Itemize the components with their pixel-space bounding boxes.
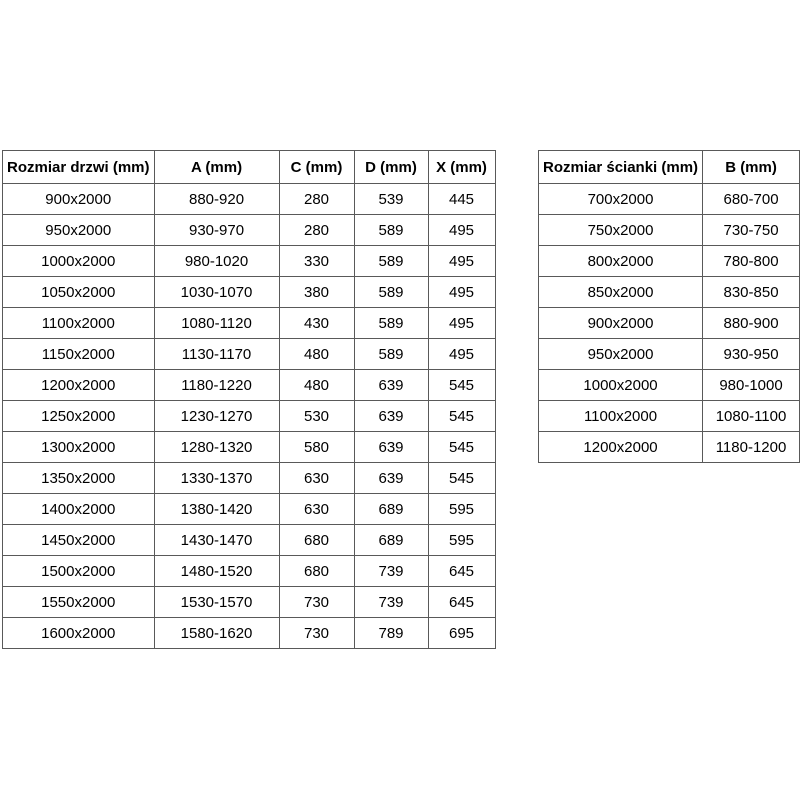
header-cell: B (mm) xyxy=(703,151,800,184)
data-cell: 1150x2000 xyxy=(3,339,155,370)
data-cell: 480 xyxy=(279,370,354,401)
data-cell: 1030-1070 xyxy=(154,277,279,308)
data-cell: 380 xyxy=(279,277,354,308)
table-row xyxy=(3,587,496,618)
data-cell: 1080-1120 xyxy=(154,308,279,339)
data-cell: 1000x2000 xyxy=(539,370,703,401)
data-cell: 330 xyxy=(279,246,354,277)
data-cell: 830-850 xyxy=(703,277,800,308)
data-cell: 645 xyxy=(428,587,495,618)
data-cell: 1100x2000 xyxy=(3,308,155,339)
data-cell: 580 xyxy=(279,432,354,463)
table-row xyxy=(3,184,496,215)
data-cell: 750x2000 xyxy=(539,215,703,246)
data-cell: 850x2000 xyxy=(539,277,703,308)
data-cell: 545 xyxy=(428,401,495,432)
data-cell: 680 xyxy=(279,525,354,556)
table-row xyxy=(3,401,496,432)
table-row xyxy=(3,277,496,308)
data-cell: 980-1020 xyxy=(154,246,279,277)
data-cell: 1130-1170 xyxy=(154,339,279,370)
data-cell: 689 xyxy=(354,525,428,556)
data-cell: 639 xyxy=(354,432,428,463)
table-row xyxy=(3,339,496,370)
data-cell: 589 xyxy=(354,246,428,277)
data-cell: 730 xyxy=(279,587,354,618)
data-cell: 1600x2000 xyxy=(3,618,155,649)
data-cell: 430 xyxy=(279,308,354,339)
header-cell: X (mm) xyxy=(428,151,495,184)
data-cell: 950x2000 xyxy=(539,339,703,370)
data-cell: 680 xyxy=(279,556,354,587)
data-cell: 595 xyxy=(428,494,495,525)
table-row xyxy=(539,277,800,308)
data-cell: 530 xyxy=(279,401,354,432)
table-row xyxy=(3,215,496,246)
table-row xyxy=(3,525,496,556)
data-cell: 1550x2000 xyxy=(3,587,155,618)
data-cell: 495 xyxy=(428,215,495,246)
table-row xyxy=(3,494,496,525)
data-cell: 1230-1270 xyxy=(154,401,279,432)
data-cell: 1330-1370 xyxy=(154,463,279,494)
table-row xyxy=(539,339,800,370)
data-cell: 1080-1100 xyxy=(703,401,800,432)
data-cell: 539 xyxy=(354,184,428,215)
data-cell: 639 xyxy=(354,370,428,401)
data-cell: 880-920 xyxy=(154,184,279,215)
data-cell: 1450x2000 xyxy=(3,525,155,556)
data-cell: 739 xyxy=(354,556,428,587)
data-cell: 545 xyxy=(428,432,495,463)
table-header-row xyxy=(539,151,800,184)
data-cell: 495 xyxy=(428,308,495,339)
data-cell: 1280-1320 xyxy=(154,432,279,463)
data-cell: 1100x2000 xyxy=(539,401,703,432)
table-row xyxy=(3,463,496,494)
data-cell: 700x2000 xyxy=(539,184,703,215)
table-row xyxy=(539,246,800,277)
table-row xyxy=(539,308,800,339)
data-cell: 1180-1200 xyxy=(703,432,800,463)
data-cell: 689 xyxy=(354,494,428,525)
data-cell: 789 xyxy=(354,618,428,649)
data-cell: 1180-1220 xyxy=(154,370,279,401)
data-cell: 645 xyxy=(428,556,495,587)
data-cell: 280 xyxy=(279,215,354,246)
table-row xyxy=(3,308,496,339)
data-cell: 280 xyxy=(279,184,354,215)
data-cell: 900x2000 xyxy=(3,184,155,215)
header-cell: C (mm) xyxy=(279,151,354,184)
table-row xyxy=(539,370,800,401)
table-row xyxy=(3,556,496,587)
data-cell: 730-750 xyxy=(703,215,800,246)
data-cell: 800x2000 xyxy=(539,246,703,277)
header-cell: A (mm) xyxy=(154,151,279,184)
data-cell: 1350x2000 xyxy=(3,463,155,494)
data-cell: 950x2000 xyxy=(3,215,155,246)
data-cell: 589 xyxy=(354,339,428,370)
data-cell: 930-970 xyxy=(154,215,279,246)
table-row xyxy=(3,618,496,649)
data-cell: 1400x2000 xyxy=(3,494,155,525)
data-cell: 730 xyxy=(279,618,354,649)
table-header-row xyxy=(3,151,496,184)
data-cell: 480 xyxy=(279,339,354,370)
data-cell: 445 xyxy=(428,184,495,215)
table-row xyxy=(3,370,496,401)
table-row xyxy=(539,184,800,215)
data-cell: 680-700 xyxy=(703,184,800,215)
data-cell: 780-800 xyxy=(703,246,800,277)
data-cell: 900x2000 xyxy=(539,308,703,339)
data-cell: 589 xyxy=(354,277,428,308)
data-cell: 880-900 xyxy=(703,308,800,339)
data-cell: 639 xyxy=(354,401,428,432)
data-cell: 495 xyxy=(428,246,495,277)
data-cell: 1430-1470 xyxy=(154,525,279,556)
data-cell: 1580-1620 xyxy=(154,618,279,649)
data-cell: 1000x2000 xyxy=(3,246,155,277)
table-row xyxy=(3,432,496,463)
header-cell: D (mm) xyxy=(354,151,428,184)
data-cell: 1530-1570 xyxy=(154,587,279,618)
data-cell: 589 xyxy=(354,215,428,246)
data-cell: 589 xyxy=(354,308,428,339)
data-cell: 545 xyxy=(428,370,495,401)
data-cell: 630 xyxy=(279,494,354,525)
data-cell: 1480-1520 xyxy=(154,556,279,587)
data-cell: 1200x2000 xyxy=(539,432,703,463)
data-cell: 495 xyxy=(428,277,495,308)
data-cell: 595 xyxy=(428,525,495,556)
data-cell: 1380-1420 xyxy=(154,494,279,525)
table-row xyxy=(3,246,496,277)
data-cell: 1050x2000 xyxy=(3,277,155,308)
data-cell: 1250x2000 xyxy=(3,401,155,432)
header-cell: Rozmiar drzwi (mm) xyxy=(3,151,155,184)
wall-size-table xyxy=(538,150,800,463)
data-cell: 1500x2000 xyxy=(3,556,155,587)
data-cell: 695 xyxy=(428,618,495,649)
data-cell: 739 xyxy=(354,587,428,618)
data-cell: 980-1000 xyxy=(703,370,800,401)
data-cell: 1200x2000 xyxy=(3,370,155,401)
data-cell: 930-950 xyxy=(703,339,800,370)
data-cell: 639 xyxy=(354,463,428,494)
header-cell: Rozmiar ścianki (mm) xyxy=(539,151,703,184)
table-row xyxy=(539,401,800,432)
data-cell: 1300x2000 xyxy=(3,432,155,463)
door-size-table xyxy=(2,150,496,649)
table-row xyxy=(539,215,800,246)
table-row xyxy=(539,432,800,463)
data-cell: 495 xyxy=(428,339,495,370)
data-cell: 630 xyxy=(279,463,354,494)
data-cell: 545 xyxy=(428,463,495,494)
